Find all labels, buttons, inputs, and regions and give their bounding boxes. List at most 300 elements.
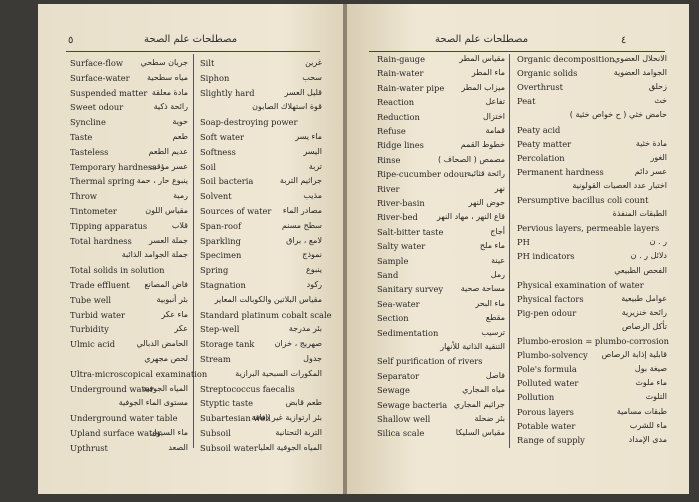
entry-arabic-term: عينة [491, 255, 505, 265]
glossary-entry [377, 83, 505, 97]
glossary-entry [517, 167, 667, 181]
glossary-entry [377, 198, 505, 212]
glossary-entry [70, 132, 188, 146]
entry-english-term: Total solids in solution [70, 265, 165, 276]
entry-arabic-term: طعم [172, 132, 188, 141]
entry-english-term: Taste [70, 132, 93, 142]
entry-english-term: Peaty matter [517, 138, 572, 149]
entry-arabic-term: طعم قابض [285, 398, 322, 408]
glossary-entry [377, 400, 505, 414]
glossary-entry [517, 435, 667, 449]
entry-english-term: Tube well [70, 294, 112, 305]
entry-arabic-term: قليل العسر [284, 87, 322, 97]
entry-arabic-term: ينبوع حار ، حمة [136, 176, 188, 186]
entry-arabic-term: عسر دائم [634, 166, 667, 176]
entry-english-term: Range of supply [517, 434, 585, 445]
glossary-entry [200, 280, 322, 294]
glossary-entry [377, 68, 505, 82]
entry-english-term: Rinse [377, 154, 401, 165]
glossary-entry [70, 428, 188, 442]
entry-arabic-term: ميزاب المطر [461, 82, 505, 92]
entry-english-term: Pole's formula [517, 364, 577, 375]
glossary-entry [200, 309, 332, 324]
entry-arabic-term: المياه الجوفية العليا [258, 442, 322, 452]
entry-english-term: Syncline [70, 117, 106, 128]
entry-english-term: Sand [377, 270, 399, 280]
entry-arabic-term: خث [654, 96, 667, 106]
glossary-entry [70, 88, 188, 102]
glossary-entry [517, 336, 670, 350]
entry-arabic-term: ماء البحر [475, 298, 505, 308]
entry-arabic-term: مقياس اللون [145, 206, 188, 215]
glossary-entry [517, 209, 667, 223]
entry-english-term: Shallow well [377, 414, 431, 424]
entry-arabic-term: مستوى الماء الجوفية [118, 398, 188, 408]
entry-english-term: Tintometer [70, 206, 117, 216]
glossary-entry [517, 96, 667, 110]
entry-english-term: Total hardness [70, 235, 132, 246]
entry-arabic-term: لحص مجهري [144, 354, 188, 363]
entry-arabic-term: مقطع [485, 313, 505, 323]
entry-arabic-term: ركود [306, 280, 322, 289]
glossary-entry [70, 310, 188, 324]
entry-english-term: Silt [200, 58, 215, 68]
entry-arabic-term: ماء ملح [479, 241, 505, 251]
glossary-entry [517, 350, 667, 364]
right-page [347, 4, 689, 494]
glossary-entry [517, 68, 667, 82]
glossary-entry [200, 295, 322, 309]
entry-arabic-term: ماء للشرب [629, 420, 667, 430]
entry-arabic-term: بئر ارتوازية غير دفاقة [251, 413, 322, 423]
entry-english-term: Sparkling [200, 235, 241, 246]
entry-arabic-term: جدول [303, 354, 322, 363]
entry-english-term: River [377, 183, 400, 194]
entry-english-term: Streptococcus faecalis [200, 383, 295, 394]
entry-arabic-term: جريان سطحي [140, 58, 188, 67]
glossary-entry [517, 125, 667, 139]
entry-english-term: Permanent hardness [517, 166, 604, 177]
entry-arabic-term: فاض المصانع [144, 280, 188, 289]
glossary-entry [517, 54, 667, 68]
glossary-entry [70, 368, 208, 383]
glossary-entry [377, 371, 505, 385]
entry-english-term: Pig-pen odour [517, 307, 577, 318]
entry-english-term: Organic solids [517, 68, 578, 79]
glossary-entry [70, 280, 188, 294]
entry-english-term: Suspended matter [70, 87, 148, 98]
glossary-entry [377, 140, 505, 154]
entry-arabic-term: الفحص الطبيعي [614, 265, 667, 275]
entry-arabic-term: نموذج [302, 250, 322, 260]
entry-arabic-term: مياه سطحية [146, 72, 188, 82]
entry-english-term: Stagnation [200, 280, 246, 290]
glossary-entry [70, 58, 188, 72]
glossary-entry [377, 212, 505, 226]
glossary-entry [517, 237, 667, 251]
entry-english-term: Siphon [200, 72, 230, 83]
entry-arabic-term: دلائل ر . ن [630, 251, 667, 261]
glossary-entry [377, 299, 505, 313]
entry-arabic-term: قلاب [171, 220, 188, 230]
glossary-entry [377, 126, 505, 140]
entry-arabic-term: اختزال [482, 111, 505, 121]
entry-arabic-term: المكورات السبحية البرازية [235, 368, 322, 378]
entry-english-term: Sedimentation [377, 327, 439, 338]
entry-arabic-term: مدى الإمداد [628, 434, 667, 444]
entry-english-term: Potable water [517, 420, 576, 431]
entry-arabic-term: الجوامد العضوية [613, 68, 667, 78]
entry-arabic-term: سحب [302, 72, 322, 82]
entry-arabic-term: مصمص ( الصحاف ) [437, 154, 505, 164]
entry-english-term: River-basin [377, 198, 425, 208]
entry-english-term: Standard platinum cobalt scale [200, 309, 332, 320]
entry-english-term: Stream [200, 354, 231, 364]
glossary-entry [70, 384, 188, 398]
glossary-entry [377, 184, 505, 198]
entry-arabic-term: بئر أنبوبية [156, 294, 188, 304]
glossary-entry [517, 251, 667, 265]
entry-english-term: Underground water table [70, 413, 178, 424]
entry-english-term: Subsoil water [200, 442, 258, 453]
entry-arabic-term: غرين [305, 58, 322, 67]
left-column-divider [193, 54, 194, 448]
entry-arabic-term: جملة الجوامد الذائبة [121, 250, 188, 260]
entry-english-term: Sources of water [200, 206, 272, 216]
entry-arabic-term: الطبقات المنفذة [612, 209, 667, 219]
entry-english-term: Storage tank [200, 339, 255, 350]
entry-english-term: Sewage [377, 385, 410, 396]
entry-arabic-term: ماء يسر [295, 132, 322, 141]
glossary-entry [377, 356, 505, 370]
entry-english-term: Ripe-cucumber odour [377, 169, 469, 180]
entry-arabic-term: الصعد [168, 442, 188, 452]
entry-english-term: Sanitary survey [377, 284, 444, 295]
open-book [38, 4, 689, 494]
glossary-entry [200, 132, 322, 146]
entry-arabic-term: رمل [490, 270, 505, 279]
glossary-entry [70, 117, 188, 131]
entry-arabic-term: جراثيم المجاري [453, 399, 505, 409]
entry-english-term: Reaction [377, 97, 415, 108]
entry-arabic-term: مياه المجاري [462, 385, 505, 395]
entry-english-term: Physical factors [517, 293, 584, 304]
right-page-number: ٤ [621, 35, 627, 46]
entry-english-term: Ulmic acid [70, 339, 116, 350]
entry-english-term: Sea-water [377, 298, 420, 309]
glossary-entry [377, 385, 505, 399]
glossary-entry [377, 169, 505, 183]
entry-english-term: Underground water [70, 383, 154, 394]
entry-english-term: Step-well [200, 324, 240, 335]
entry-english-term: Turbidity [70, 324, 109, 335]
entry-arabic-term: مادة خثية [635, 138, 667, 148]
entry-arabic-term: مقياس المطر [459, 54, 505, 63]
entry-arabic-term: ماء المطر [471, 68, 505, 78]
entry-english-term: Softness [200, 146, 236, 157]
entry-arabic-term: ماء عكر [161, 309, 188, 319]
glossary-entry [200, 443, 322, 457]
entry-arabic-term: ترسيب [481, 327, 505, 337]
glossary-entry [200, 221, 322, 235]
entry-arabic-term: تفاعل [485, 97, 505, 107]
glossary-entry [517, 266, 667, 280]
glossary-entry [377, 342, 505, 356]
right-header-rule [369, 51, 665, 52]
entry-arabic-term: حوية [172, 117, 188, 127]
glossary-entry [70, 443, 188, 457]
glossary-entry [200, 428, 322, 442]
glossary-entry [200, 58, 322, 72]
entry-english-term: Soft water [200, 132, 244, 142]
glossary-entry [200, 88, 322, 102]
glossary-entry [377, 270, 505, 284]
entry-arabic-term: المياه الجوفية [142, 383, 188, 393]
entry-arabic-term: جراثيم التربة [279, 176, 322, 186]
entry-english-term: Surface-flow [70, 58, 124, 68]
entry-arabic-term: ينبوع [306, 265, 322, 275]
glossary-entry [70, 162, 188, 176]
glossary-entry [70, 324, 188, 338]
entry-arabic-term: مذيب [303, 191, 322, 201]
entry-english-term: Surface-water [70, 72, 130, 83]
entry-english-term: Tipping apparatus [70, 220, 148, 231]
entry-english-term: Separator [377, 370, 420, 381]
entry-arabic-term: التلوث [645, 392, 667, 402]
glossary-entry [200, 324, 322, 338]
entry-arabic-term: مقياس البلاتين والكوبالت المعاير [214, 294, 322, 304]
entry-english-term: Rain-water pipe [377, 82, 445, 93]
glossary-entry [377, 284, 505, 298]
entry-arabic-term: صيغة بول [634, 364, 667, 374]
glossary-entry [70, 206, 188, 220]
glossary-entry [200, 384, 322, 398]
entry-english-term: Upland surface water [70, 428, 162, 438]
entry-english-term: Throw [70, 191, 97, 202]
entry-arabic-term: ماء السيول [150, 428, 188, 437]
entry-english-term: Silica scale [377, 428, 425, 439]
entry-english-term: Sewage bacteria [377, 399, 448, 410]
glossary-entry [70, 295, 188, 309]
glossary-entry [200, 176, 322, 190]
entry-english-term: Subartesian well [200, 413, 271, 424]
glossary-entry [517, 195, 667, 209]
left-page-header: مصطلحات علم الصحة [144, 34, 238, 45]
glossary-entry [70, 339, 188, 353]
glossary-entry [517, 110, 667, 124]
glossary-entry [200, 413, 322, 427]
entry-arabic-term: جملة العسر [148, 235, 188, 245]
entry-arabic-term: سطح مسنم [281, 220, 322, 230]
entry-english-term: Specimen [200, 250, 242, 261]
glossary-entry [200, 369, 322, 383]
entry-english-term: Polluted water [517, 378, 579, 389]
entry-arabic-term: ماء ملوث [635, 378, 667, 388]
entry-arabic-term: اليسر [303, 146, 322, 156]
entry-english-term: Pervious layers, permeable layers [517, 223, 660, 234]
entry-english-term: Plumbo-solvency [517, 350, 588, 361]
entry-english-term: Solvent [200, 191, 232, 202]
glossary-entry [70, 73, 188, 87]
entry-arabic-term: التنقية الذاتية للأنهار [440, 342, 505, 351]
entry-arabic-term: حوض النهر [468, 198, 505, 207]
entry-arabic-term: التربة التحتانية [275, 428, 322, 437]
glossary-entry [70, 221, 188, 235]
entry-english-term: Soil [200, 161, 216, 172]
entry-arabic-term: مقياس السليكا [455, 428, 505, 438]
glossary-entry [200, 147, 322, 161]
right-column-divider [509, 54, 510, 448]
glossary-entry [70, 102, 188, 116]
entry-english-term: Styptic taste [200, 398, 254, 409]
glossary-entry [517, 392, 667, 406]
entry-english-term: Rain-gauge [377, 54, 426, 64]
glossary-entry [70, 354, 188, 368]
entry-english-term: Sample [377, 255, 409, 266]
glossary-entry [377, 414, 505, 428]
entry-arabic-term: صهريج ، خزان [274, 339, 322, 349]
glossary-entry [517, 322, 667, 336]
entry-arabic-term: اختبار عدد العصيات القولونية [572, 180, 667, 190]
entry-arabic-term: مساحة صحية [460, 284, 505, 294]
glossary-entry [377, 328, 505, 342]
entry-arabic-term: رائحة ذكية [153, 102, 188, 112]
entry-arabic-term: قاع النهر ، مهاد النهر [436, 212, 505, 222]
glossary-entry [377, 54, 505, 68]
glossary-entry [200, 236, 322, 250]
entry-english-term: Plumbo-erosion = plumbo-corrosion [517, 336, 670, 346]
entry-arabic-term: مادة معلقة [151, 87, 188, 97]
entry-english-term: Subsoil [200, 428, 231, 438]
entry-arabic-term: قابلية إذابة الرصاص [601, 350, 667, 360]
entry-english-term: Span-roof [200, 220, 242, 231]
glossary-entry [200, 117, 322, 131]
entry-arabic-term: قوة استهلاك الصابون [252, 102, 322, 112]
entry-arabic-term: فاصل [485, 370, 505, 380]
glossary-entry [70, 250, 188, 264]
entry-english-term: Reduction [377, 111, 420, 122]
glossary-entry [200, 73, 322, 87]
entry-arabic-term: عوامل طبيعية [621, 293, 667, 303]
left-header-rule [66, 51, 320, 52]
glossary-entry [377, 241, 505, 255]
entry-arabic-term: حامض خثي ( ح خواص خثية ) [569, 110, 667, 120]
entry-english-term: Upthrust [70, 442, 108, 453]
glossary-entry [377, 428, 505, 442]
glossary-entry [70, 236, 188, 250]
entry-arabic-term: طبقات مسامية [616, 406, 667, 416]
glossary-entry [70, 191, 188, 205]
glossary-entry [517, 421, 667, 435]
entry-arabic-term: عديم الطعم [148, 146, 188, 156]
entry-arabic-term: الحامض الدبالي [136, 339, 188, 349]
entry-arabic-term: أجاج [490, 226, 505, 236]
entry-english-term: Persumptive bacillus coli count [517, 195, 649, 205]
left-page [38, 4, 345, 494]
left-page-number: ٥ [68, 35, 74, 46]
entry-english-term: Ultra-microscopical examination [70, 368, 208, 379]
glossary-entry [517, 407, 667, 421]
glossary-entry [200, 250, 322, 264]
glossary-entry [517, 223, 667, 237]
glossary-entry [200, 339, 322, 353]
glossary-entry [377, 155, 505, 169]
glossary-entry [200, 102, 322, 116]
entry-english-term: Peat [517, 96, 536, 107]
entry-english-term: Soil bacteria [200, 176, 254, 187]
glossary-entry [517, 82, 667, 96]
right-page-header: مصطلحات علم الصحة [435, 34, 529, 45]
entry-arabic-term: بئر ضحلة [474, 414, 505, 423]
glossary-entry [377, 313, 505, 327]
entry-arabic-term: الغور [650, 152, 667, 162]
entry-arabic-term: مصادر الماء [282, 206, 322, 215]
entry-arabic-term: عسر مؤقت [149, 161, 188, 171]
entry-english-term: Ridge lines [377, 140, 424, 151]
glossary-entry [377, 227, 505, 241]
glossary-entry [70, 413, 188, 427]
entry-arabic-term: رائحة خنزيرية [621, 307, 667, 317]
entry-arabic-term: زحلق [648, 82, 667, 92]
entry-english-term: Slightly hard [200, 87, 255, 98]
entry-english-term: Tasteless [70, 146, 109, 157]
entry-english-term: PH indicators [517, 251, 575, 262]
entry-english-term: Section [377, 313, 409, 324]
entry-arabic-term: تأكل الرصاص [621, 321, 667, 331]
glossary-entry [517, 153, 667, 167]
glossary-entry [377, 97, 505, 111]
entry-arabic-term: عكر [174, 324, 188, 334]
entry-arabic-term: خطوط القمم [460, 140, 505, 150]
entry-english-term: River-bed [377, 212, 418, 223]
glossary-entry [517, 181, 667, 195]
entry-english-term: Thermal spring [70, 176, 135, 187]
entry-arabic-term: الانحلال العضوي [613, 54, 667, 63]
entry-english-term: Turbid water [70, 309, 126, 320]
entry-english-term: Pollution [517, 392, 555, 403]
entry-arabic-term: بئر مدرجة [288, 324, 322, 334]
glossary-entry [70, 265, 188, 279]
entry-english-term: Overthrust [517, 82, 563, 93]
entry-arabic-term: ر . ن [649, 237, 667, 247]
entry-arabic-term: لامع ، براق [286, 235, 322, 245]
glossary-entry [200, 206, 322, 220]
entry-english-term: Peaty acid [517, 124, 561, 135]
entry-arabic-term: قمامة [485, 126, 505, 135]
entry-english-term: Spring [200, 265, 229, 276]
entry-english-term: PH [517, 237, 530, 248]
glossary-entry [200, 354, 322, 368]
entry-english-term: Physical examination of water [517, 279, 644, 290]
entry-english-term: Organic decomposition [517, 54, 615, 64]
glossary-entry [517, 139, 667, 153]
entry-english-term: Percolation [517, 152, 565, 163]
glossary-entry [200, 398, 322, 412]
entry-english-term: Trade effluent [70, 280, 130, 290]
entry-english-term: Refuse [377, 126, 406, 136]
glossary-entry [517, 378, 667, 392]
glossary-entry [200, 191, 322, 205]
entry-english-term: Temporary hardness [70, 161, 157, 172]
glossary-entry [377, 112, 505, 126]
glossary-entry [70, 147, 188, 161]
glossary-entry [517, 294, 667, 308]
entry-english-term: Soap-destroying power [200, 117, 298, 128]
entry-arabic-term: رمية [173, 191, 188, 201]
entry-arabic-term: رائحة قثائية [467, 169, 505, 179]
entry-english-term: Salt-bitter taste [377, 226, 444, 237]
glossary-entry [70, 398, 188, 412]
